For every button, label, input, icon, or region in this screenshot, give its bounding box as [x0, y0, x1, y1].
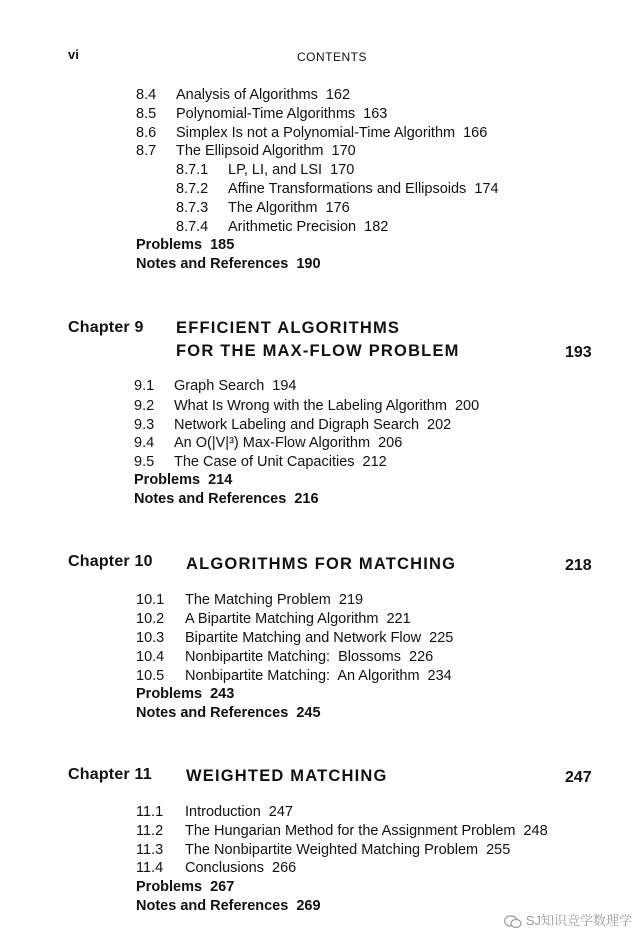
page-ref: 255	[486, 842, 511, 858]
page-ref: 225	[429, 630, 454, 646]
section-title: Nonbipartite Matching: An Algorithm	[185, 668, 420, 684]
chapter-10-title: ALGORITHMS FOR MATCHING	[186, 555, 457, 573]
section-title: The Nonbipartite Weighted Matching Problem	[185, 842, 479, 858]
section-title: Nonbipartite Matching: Blossoms	[185, 649, 401, 665]
page-ref: 219	[338, 592, 364, 608]
page-ref: 200	[454, 398, 480, 414]
page-ref: 174	[474, 181, 499, 197]
chapter-11-page: 247	[565, 769, 592, 786]
section-number: 8.4	[136, 87, 157, 103]
section-number: 9.4	[134, 435, 155, 451]
toc-entry	[136, 823, 548, 839]
section-title: What Is Wrong with the Labeling Algorithm	[174, 398, 447, 414]
page-ref: 266	[272, 860, 297, 876]
notes-entry	[134, 491, 319, 507]
page-ref: 170	[330, 162, 355, 178]
page-number: vi	[68, 47, 79, 62]
section-number: 10.1	[136, 592, 165, 608]
page-ref: 163	[363, 106, 388, 122]
problems-label: Problems	[134, 472, 201, 488]
page-ref: 247	[268, 804, 293, 820]
subsection-title: Arithmetic Precision	[228, 219, 357, 235]
page-ref: 214	[208, 472, 233, 488]
page-ref: 267	[210, 879, 235, 895]
subsection-title: Affine Transformations and Ellipsoids	[228, 181, 467, 197]
section-number: 10.5	[136, 668, 165, 684]
section-number: 9.5	[134, 454, 155, 470]
toc-entry	[134, 398, 479, 414]
section-number: 11.1	[136, 804, 164, 820]
problems-label: Problems	[136, 237, 203, 253]
problems-entry	[136, 879, 234, 895]
page-ref: 202	[427, 417, 452, 433]
page-ref: 212	[362, 454, 387, 470]
toc-entry	[136, 143, 356, 159]
toc-subentry	[176, 219, 388, 235]
toc-entry	[136, 592, 363, 608]
problems-entry	[136, 686, 234, 702]
problems-label: Problems	[136, 879, 203, 895]
notes-label: Notes and References	[136, 256, 289, 272]
page-ref: 234	[427, 668, 452, 684]
notes-label: Notes and References	[134, 491, 287, 507]
page-ref: 269	[296, 898, 321, 914]
toc-entry	[134, 454, 387, 470]
section-title: Analysis of Algorithms	[176, 87, 318, 103]
section-title: Graph Search	[174, 378, 265, 394]
page-ref: 166	[463, 125, 488, 141]
watermark-text: SJ知识竞学数理学	[525, 913, 632, 928]
page-ref: 190	[296, 256, 321, 272]
page-ref: 162	[325, 87, 351, 103]
section-number: 9.2	[134, 398, 155, 414]
page-ref: 243	[210, 686, 235, 702]
toc-entry	[136, 106, 387, 122]
section-title: Introduction	[185, 804, 261, 820]
page-ref: 194	[272, 378, 297, 394]
notes-entry	[136, 256, 321, 272]
toc-entry	[136, 649, 433, 665]
page-ref: 248	[523, 823, 548, 839]
problems-entry	[134, 472, 232, 488]
chapter-10-label: Chapter 10	[68, 553, 153, 570]
problems-entry	[136, 237, 234, 253]
problems-label: Problems	[136, 686, 203, 702]
toc-subentry	[176, 200, 350, 216]
watermark	[504, 910, 632, 929]
subsection-number: 8.7.2	[176, 181, 209, 197]
section-number: 11.4	[136, 860, 164, 876]
section-number: 9.1	[134, 378, 155, 394]
subsection-number: 8.7.4	[176, 219, 209, 235]
page-ref: 176	[325, 200, 350, 216]
section-number: 10.4	[136, 649, 165, 665]
chapter-11-title: WEIGHTED MATCHING	[186, 767, 388, 785]
toc-entry	[134, 378, 296, 394]
toc-entry	[136, 611, 411, 627]
toc-subentry	[176, 162, 354, 178]
toc-entry	[134, 435, 402, 451]
toc-entry	[134, 417, 451, 433]
page-ref: 221	[386, 611, 411, 627]
toc-entry	[136, 87, 350, 103]
page-ref: 216	[294, 491, 319, 507]
page-ref: 245	[296, 705, 321, 721]
running-title: CONTENTS	[297, 50, 367, 64]
section-title: Conclusions	[185, 860, 264, 876]
chapter-9-page: 193	[565, 344, 592, 361]
subsection-title: LP, LI, and LSI	[228, 162, 323, 178]
chapter-10-page: 218	[565, 557, 592, 574]
chapter-9-title-line1: EFFICIENT ALGORITHMS	[176, 319, 401, 337]
chat-bubble-icon	[504, 915, 522, 929]
chapter-9-title-line2: FOR THE MAX-FLOW PROBLEM	[176, 342, 460, 360]
toc-entry	[136, 668, 452, 684]
toc-subentry	[176, 181, 499, 197]
toc-entry	[136, 125, 487, 141]
section-title: Simplex Is not a Polynomial-Time Algorithm	[176, 125, 456, 141]
notes-label: Notes and References	[136, 898, 289, 914]
toc-entry	[136, 860, 296, 876]
section-title: Network Labeling and Digraph Search	[174, 417, 420, 433]
section-title: The Case of Unit Capacities	[174, 454, 355, 470]
toc-entry	[136, 630, 453, 646]
notes-entry	[136, 898, 321, 914]
page-ref: 185	[210, 237, 235, 253]
section-number: 11.2	[136, 823, 164, 839]
section-number: 8.5	[136, 106, 157, 122]
page-ref: 206	[378, 435, 403, 451]
section-title: Bipartite Matching and Network Flow	[185, 630, 422, 646]
section-title: A Bipartite Matching Algorithm	[185, 611, 379, 627]
section-number: 11.3	[136, 842, 164, 858]
section-title: An O(|V|³) Max-Flow Algorithm	[174, 435, 371, 451]
page-ref: 182	[364, 219, 389, 235]
section-number: 8.6	[136, 125, 157, 141]
page-ref: 226	[409, 649, 434, 665]
section-number: 10.2	[136, 611, 165, 627]
section-title: Polynomial-Time Algorithms	[176, 106, 356, 122]
subsection-number: 8.7.3	[176, 200, 209, 216]
section-number: 10.3	[136, 630, 165, 646]
notes-entry	[136, 705, 321, 721]
page-ref: 170	[331, 143, 356, 159]
toc-entry	[136, 804, 293, 820]
subsection-title: The Algorithm	[228, 200, 318, 216]
chapter-9-label: Chapter 9	[68, 319, 144, 336]
toc-entry	[136, 842, 510, 858]
section-title: The Matching Problem	[185, 592, 331, 608]
section-number: 9.3	[134, 417, 155, 433]
section-title: The Ellipsoid Algorithm	[176, 143, 324, 159]
section-title: The Hungarian Method for the Assignment Problem	[185, 823, 516, 839]
section-number: 8.7	[136, 143, 157, 159]
chapter-11-label: Chapter 11	[68, 766, 152, 783]
notes-label: Notes and References	[136, 705, 289, 721]
subsection-number: 8.7.1	[176, 162, 209, 178]
